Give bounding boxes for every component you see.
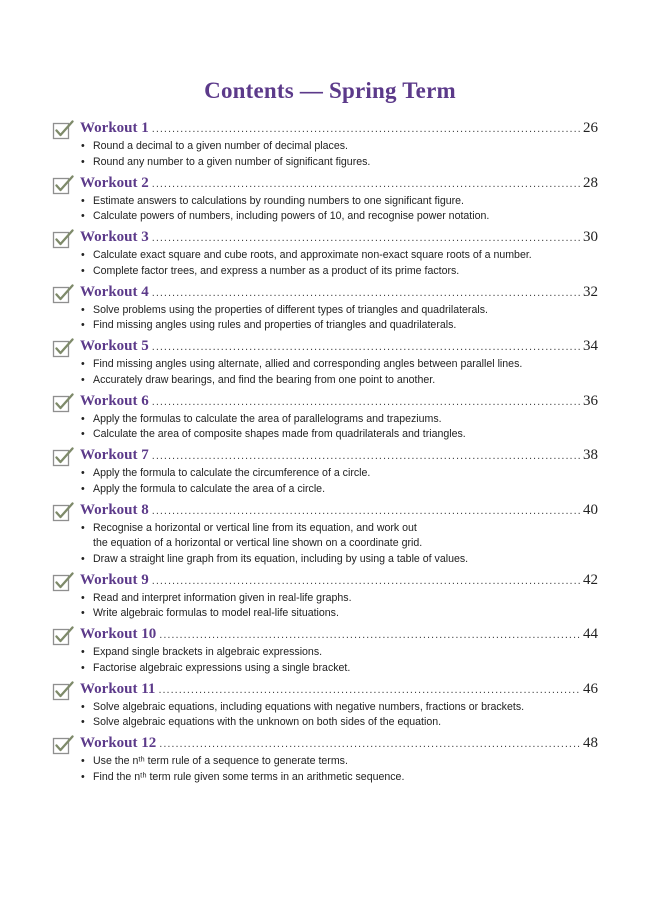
objective-text: Round a decimal to a given number of decimal places. [93, 140, 348, 152]
leader-dots [152, 178, 580, 190]
leader-dots [152, 575, 580, 587]
page-number: 48 [583, 735, 598, 751]
page-number: 46 [583, 680, 598, 697]
objective-item [80, 264, 600, 280]
objective-item [80, 700, 600, 716]
objective-text: Solve algebraic equations, including equations with negative numbers, fractions or brackets. [93, 700, 525, 713]
workout-title: Workout 5 [80, 338, 149, 354]
objective-text: Round any number to a given number of significant figures. [93, 155, 371, 168]
page-title: Contents — Spring Term [204, 78, 456, 103]
objective-list [80, 194, 600, 225]
checkbox-tick-icon[interactable] [52, 283, 74, 305]
checkbox-tick-icon[interactable] [52, 734, 74, 756]
objective-text: Find missing angles using rules and properties of triangles and quadrilaterals. [93, 319, 457, 331]
objective-text: Draw a straight line graph from its equation, including by using a table of values. [93, 552, 469, 565]
objective-text: Find the nᵗʰ term rule given some terms in an arithmetic sequence. [93, 770, 405, 783]
objective-text-continued: the equation of a horizontal or vertical line shown on a coordinate grid. [93, 537, 423, 549]
objective-list [80, 754, 600, 785]
workout-entry-9 [52, 570, 597, 625]
workout-entry-3 [52, 227, 597, 282]
checkbox-tick-icon[interactable] [52, 501, 74, 523]
leader-dots [159, 738, 580, 750]
objective-text: Solve problems using the properties of different types of triangles and quadrilaterals. [93, 303, 488, 316]
page-number: 32 [583, 283, 598, 300]
objective-text: Calculate the area of composite shapes made from quadrilaterals and triangles. [93, 428, 466, 440]
objective-text: Recognise a horizontal or vertical line from its equation, and work out [93, 521, 417, 534]
checkbox-tick-icon[interactable] [52, 119, 74, 141]
workout-entry-11 [52, 679, 597, 734]
objective-text: Calculate powers of numbers, including powers of 10, and recognise power notation. [93, 210, 490, 222]
workout-heading[interactable] [80, 229, 598, 249]
objective-item [80, 521, 600, 552]
objective-item [80, 139, 600, 155]
objective-item [80, 209, 600, 225]
objective-list [80, 303, 600, 334]
workout-title: Workout 7 [80, 447, 149, 463]
workout-heading[interactable] [80, 681, 598, 701]
workout-title: Workout 1 [80, 120, 149, 136]
page-number: 28 [583, 174, 598, 191]
page-number: 34 [583, 338, 598, 354]
workout-title: Workout 2 [80, 174, 149, 191]
workout-title: Workout 8 [80, 501, 149, 518]
leader-dots [152, 450, 580, 462]
workout-title: Workout 12 [80, 735, 157, 751]
workout-entry-6 [52, 391, 597, 446]
leader-dots [152, 287, 580, 299]
workout-title: Workout 4 [80, 283, 149, 300]
leader-dots [152, 396, 580, 408]
objective-text: Estimate answers to calculations by rounding numbers to one significant figure. [93, 194, 464, 207]
checkbox-tick-icon[interactable] [52, 337, 74, 359]
objective-list [80, 645, 600, 676]
workout-heading[interactable] [80, 284, 598, 304]
objective-list [80, 521, 600, 568]
objective-item [80, 661, 600, 677]
workout-heading[interactable] [80, 735, 598, 755]
checkbox-tick-icon[interactable] [52, 625, 74, 647]
checkbox-tick-icon[interactable] [52, 680, 74, 702]
objective-text: Find missing angles using alternate, allied and corresponding angles between parallel lines. [93, 358, 523, 370]
workout-entry-2 [52, 173, 597, 228]
objective-text: Read and interpret information given in real-life graphs. [93, 591, 352, 604]
leader-dots [159, 629, 580, 641]
objective-item [80, 754, 600, 770]
objective-list [80, 357, 600, 388]
objective-item [80, 373, 600, 389]
objective-text: Calculate exact square and cube roots, and approximate non-exact square roots of a number. [93, 249, 532, 261]
page-number: 30 [583, 229, 598, 245]
objective-item [80, 552, 600, 568]
page-number: 42 [583, 571, 598, 588]
workout-heading[interactable] [80, 393, 598, 413]
leader-dots [152, 341, 580, 353]
objective-text: Complete factor trees, and express a number as a product of its prime factors. [93, 264, 460, 277]
objective-list [80, 139, 600, 170]
workout-title: Workout 3 [80, 229, 149, 245]
workout-title: Workout 9 [80, 571, 149, 588]
workout-title: Workout 11 [80, 680, 156, 697]
objective-text: Apply the formula to calculate the circumference of a circle. [93, 467, 371, 479]
objective-item [80, 248, 600, 264]
workout-entry-1 [52, 118, 597, 173]
objective-text: Factorise algebraic expressions using a single bracket. [93, 661, 351, 674]
workout-entry-7 [52, 445, 597, 500]
leader-dots [152, 232, 580, 244]
objective-text: Use the nᵗʰ term rule of a sequence to generate terms. [93, 755, 348, 767]
workout-heading[interactable] [80, 572, 598, 592]
workout-heading[interactable] [80, 502, 598, 522]
objective-item [80, 482, 600, 498]
workout-entry-10 [52, 624, 597, 679]
objective-text: Write algebraic formulas to model real-life situations. [93, 607, 339, 619]
checkbox-tick-icon[interactable] [52, 174, 74, 196]
checkbox-tick-icon[interactable] [52, 392, 74, 414]
page-number: 36 [583, 392, 598, 409]
objective-item [80, 427, 600, 443]
objective-item [80, 606, 600, 622]
objective-item [80, 155, 600, 171]
page-number: 26 [583, 120, 598, 136]
workout-title: Workout 6 [80, 392, 149, 409]
objective-list [80, 248, 600, 279]
objective-item [80, 303, 600, 319]
objective-text: Solve algebraic equations with the unknown on both sides of the equation. [93, 716, 442, 728]
page-number: 38 [583, 447, 598, 463]
leader-dots [152, 505, 580, 517]
objective-item [80, 412, 600, 428]
objective-item [80, 194, 600, 210]
workout-entry-5 [52, 336, 597, 391]
objective-item [80, 645, 600, 661]
workout-title: Workout 10 [80, 626, 157, 642]
workout-heading[interactable] [80, 175, 598, 195]
objective-text: Apply the formula to calculate the area of a circle. [93, 482, 326, 495]
objective-item [80, 357, 600, 373]
objective-list [80, 700, 600, 731]
objective-list [80, 412, 600, 443]
page-number: 40 [583, 501, 598, 518]
workout-heading[interactable] [80, 447, 598, 467]
checkbox-tick-icon[interactable] [52, 446, 74, 468]
objective-item [80, 318, 600, 334]
objective-list [80, 591, 600, 622]
objective-item [80, 466, 600, 482]
checkbox-tick-icon[interactable] [52, 228, 74, 250]
workout-list [52, 118, 597, 788]
workout-entry-12 [52, 733, 597, 788]
workout-heading[interactable] [80, 626, 598, 646]
leader-dots [152, 123, 580, 135]
objective-text: Expand single brackets in algebraic expressions. [93, 646, 323, 658]
workout-entry-4 [52, 282, 597, 337]
objective-item [80, 715, 600, 731]
workout-entry-8 [52, 500, 597, 570]
page-number: 44 [583, 626, 598, 642]
objective-list [80, 466, 600, 497]
leader-dots [158, 684, 580, 696]
objective-text: Apply the formulas to calculate the area of parallelograms and trapeziums. [93, 412, 442, 425]
objective-item [80, 591, 600, 607]
workout-heading[interactable] [80, 338, 598, 358]
objective-text: Accurately draw bearings, and find the bearing from one point to another. [93, 373, 436, 386]
workout-heading[interactable] [80, 120, 598, 140]
checkbox-tick-icon[interactable] [52, 571, 74, 593]
objective-item [80, 770, 600, 786]
